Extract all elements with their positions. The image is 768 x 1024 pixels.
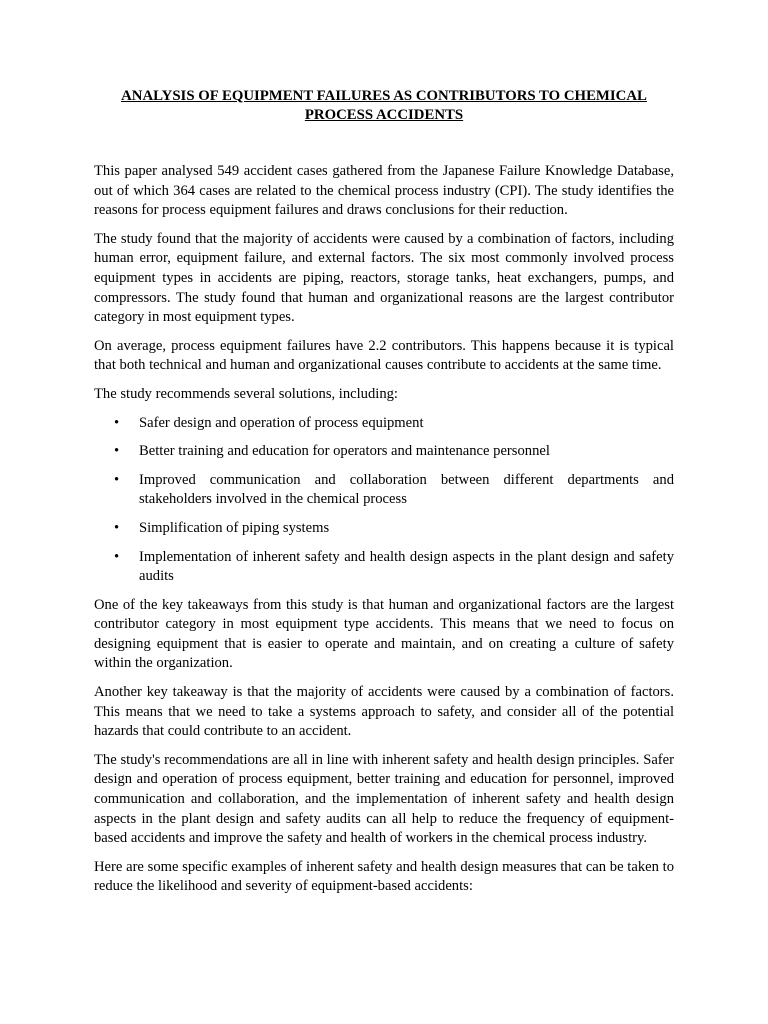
paragraph-examples-intro: Here are some specific examples of inherent safety and health design measures that can be taken to reduce the likelihood and severity of equipment-based accidents: — [94, 858, 674, 895]
list-item-text: Better training and education for operators and maintenance personnel — [139, 443, 550, 460]
recommendations-list — [94, 414, 674, 587]
list-item-text: Improved communication and collaboration between different departments and stakeholders involved in the chemical process — [139, 471, 674, 508]
list-item-text: Implementation of inherent safety and health design aspects in the plant design and safety audits — [139, 548, 674, 585]
list-item-text: Simplification of piping systems — [139, 519, 330, 536]
paragraph-takeaway-systems: Another key takeaway is that the majority of accidents were caused by a combination of factors. This means that we need to take a systems approach to safety, and consider all of the potential hazards that could contribute to an accident. — [94, 684, 674, 740]
bullet-icon: • — [114, 548, 120, 565]
list-item — [94, 414, 674, 434]
list-item — [94, 548, 674, 587]
list-item — [94, 442, 674, 462]
paragraph-contributors: On average, process equipment failures have 2.2 contributors. This happens because it is typical that both technical and human and organizational causes contribute to accidents at the same time. — [94, 337, 674, 374]
bullet-icon: • — [114, 471, 120, 488]
paragraph-intro: This paper analysed 549 accident cases gathered from the Japanese Failure Knowledge Database, out of which 364 cases are related to the chemical process industry (CPI). The study identifies the reasons for process equipment failures and draws conclusions for their reduction. — [94, 163, 674, 219]
paragraph-takeaway-human-factors: One of the key takeaways from this study is that human and organizational factors are the largest contributor category in most equipment type accidents. This means that we need to focus on designing equipment that is easier to operate and maintain, and on creating a culture of safety within the organization. — [94, 596, 674, 672]
bullet-icon: • — [114, 414, 120, 431]
bullet-icon: • — [114, 443, 120, 460]
paragraph-inherent-safety: The study's recommendations are all in line with inherent safety and health design principles. Safer design and operation of process equipment, better training and education for personnel, improved communication and collaboration, and the implementation of inherent safety and health design aspects in the plant design and safety audits can all help to reduce the frequency of equipment-based accidents and improve the safety and health of workers in the chemical process industry. — [94, 751, 674, 847]
bullet-icon: • — [114, 519, 120, 536]
document-title: ANALYSIS OF EQUIPMENT FAILURES AS CONTRIBUTORS TO CHEMICAL PROCESS ACCIDENTS — [121, 88, 647, 123]
document-page — [94, 87, 674, 906]
paragraph-findings: The study found that the majority of accidents were caused by a combination of factors, including human error, equipment failure, and external factors. The six most commonly involved process equipment types in accidents are piping, reactors, storage tanks, heat exchangers, pumps, and compressors. The study found that human and organizational reasons are the largest contributor category in most equipment types. — [94, 230, 674, 326]
list-item — [94, 471, 674, 510]
list-item — [94, 519, 674, 539]
list-item-text: Safer design and operation of process equipment — [139, 414, 424, 431]
paragraph-recommendations-intro: The study recommends several solutions, including: — [94, 385, 398, 402]
